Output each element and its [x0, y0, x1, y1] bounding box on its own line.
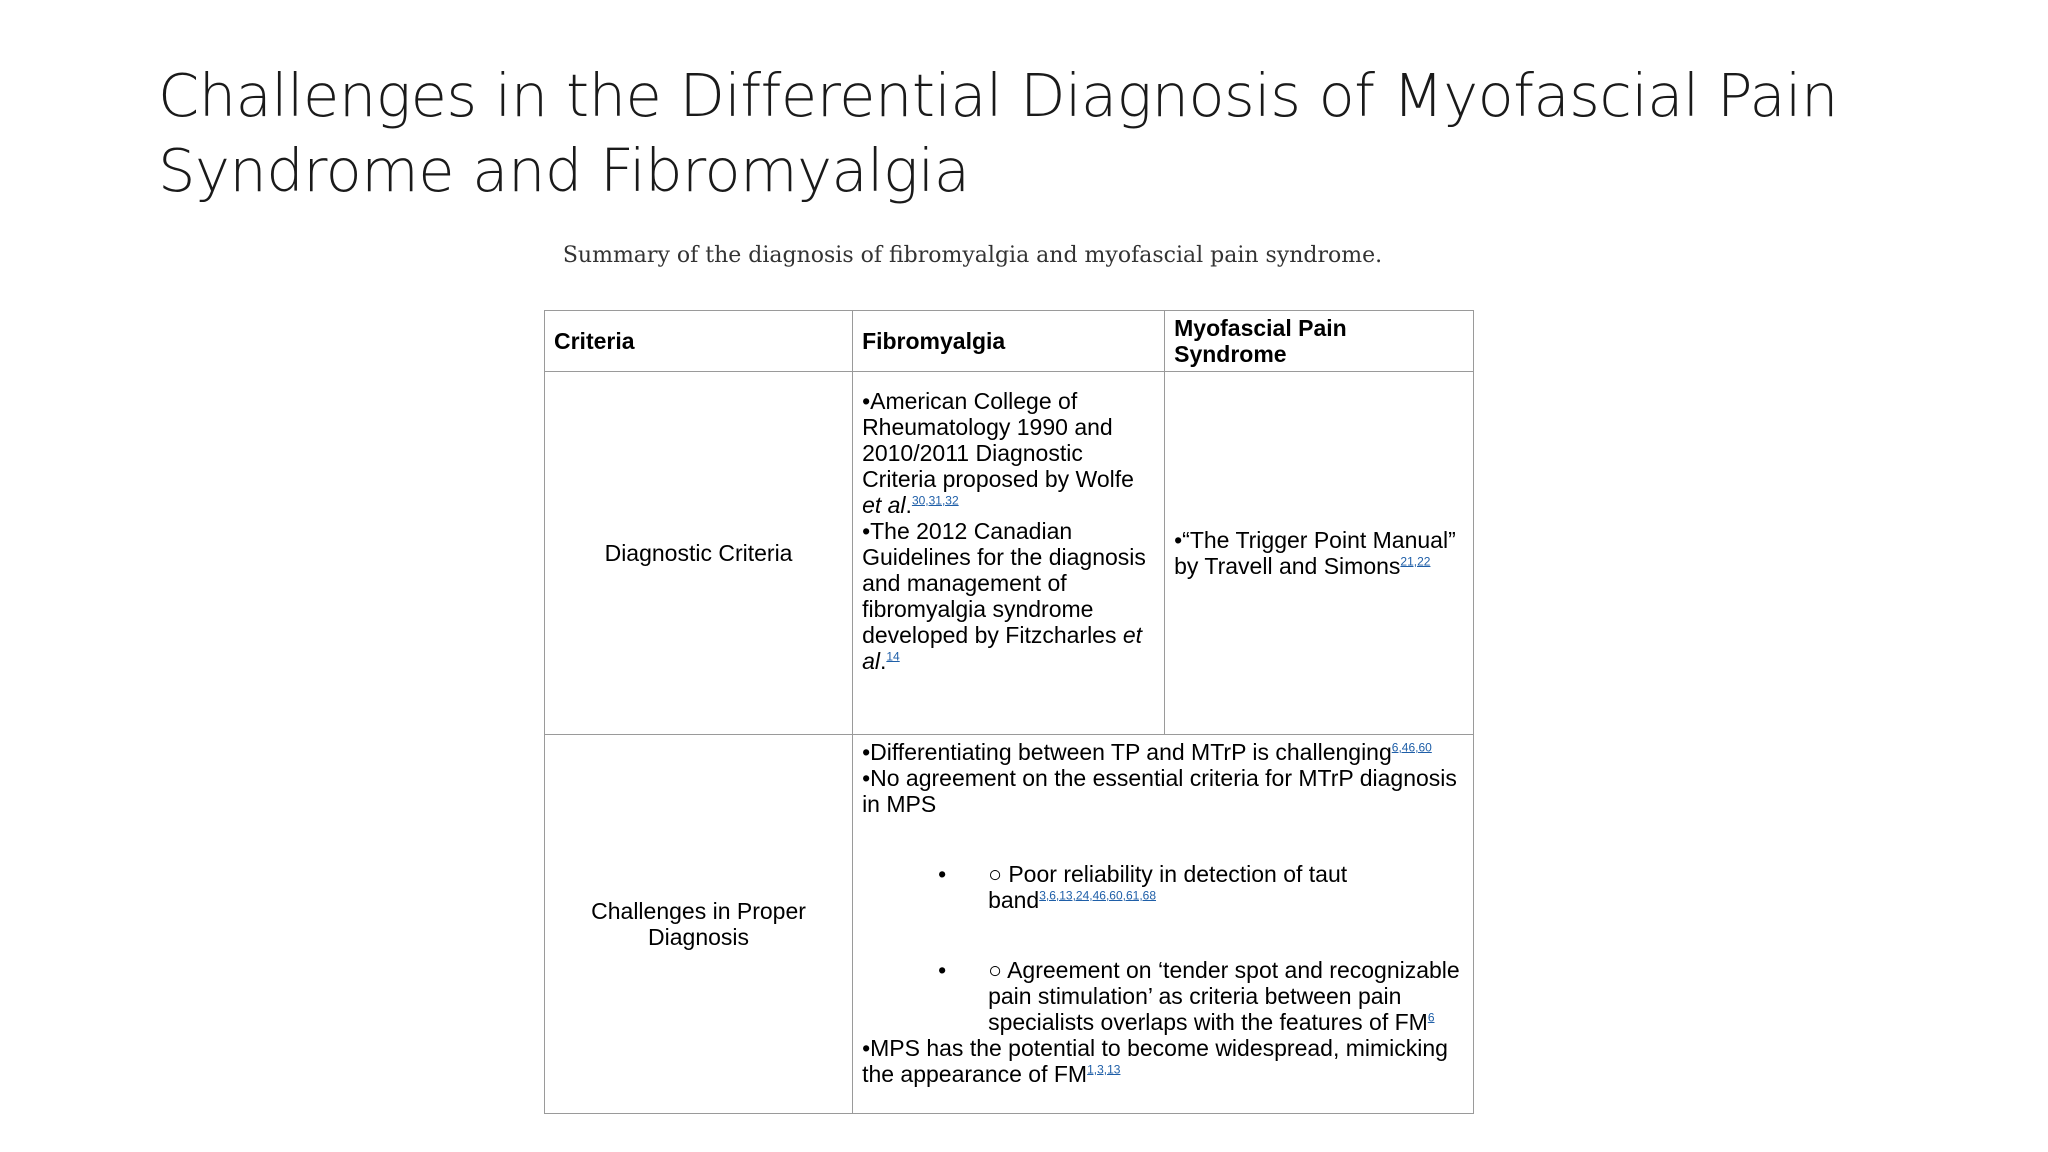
fm-criteria-item-canadian: •The 2012 Canadian Guidelines for the diagnosis and management of fibromyalgia syndrome developed by Fitzcharles et al.$^{14}$	[862, 518, 1146, 674]
reference-link[interactable]: 21,22	[1400, 554, 1431, 569]
diagnosis-summary-table	[544, 310, 1474, 1114]
reference-link[interactable]: 6	[1427, 1010, 1435, 1025]
row-label-diagnostic-criteria: Diagnostic Criteria	[545, 372, 853, 735]
reference-link[interactable]: 3,6,13,24,46,60,61,68	[1039, 888, 1157, 903]
reference-link[interactable]: 14	[886, 649, 900, 664]
bullet-icon: •	[938, 861, 947, 887]
reference-link[interactable]: 6,46,60	[1391, 740, 1432, 755]
challenge-line-no-agreement: •No agreement on the essential criteria for MTrP diagnosis in MPS	[862, 765, 1457, 817]
header-criteria: Criteria	[545, 311, 853, 372]
cell-mps-diagnostic-criteria: •“The Trigger Point Manual” by Travell and Simons$^{21,22}$	[1165, 372, 1474, 735]
header-fibromyalgia: Fibromyalgia	[853, 311, 1165, 372]
challenge-line-differentiating: •Differentiating between TP and MTrP is challenging$^{6,46,60}$	[862, 739, 1432, 765]
table-caption: Summary of the diagnosis of fibromyalgia and myofascial pain syndrome.	[562, 243, 1383, 268]
table-row-challenges	[545, 735, 1474, 1114]
cell-fm-diagnostic-criteria	[853, 372, 1165, 735]
slide-title: Challenges in the Differential Diagnosis of Myofascial Pain Syndrome and Fibromyalgia	[158, 61, 1838, 205]
row-label-challenges: Challenges in Proper Diagnosis	[545, 735, 853, 1114]
challenge-line-widespread: •MPS has the potential to become widespread, mimicking the appearance of FM$^{1,3,13}$	[862, 1035, 1448, 1087]
reference-link[interactable]: 1,3,13	[1087, 1062, 1121, 1077]
cell-challenges-content	[853, 735, 1474, 1114]
reference-link[interactable]: 30,31,32	[911, 493, 959, 508]
table-row-diagnostic-criteria	[545, 372, 1474, 735]
bullet-icon: •	[938, 957, 947, 983]
challenge-subitem-taut-band: • ○ Poor reliability in detection of taut band$^{3,6,13,24,46,60,61,68}$	[938, 861, 1348, 913]
fm-criteria-item-acr: •American College of Rheumatology 1990 and 2010/2011 Diagnostic Criteria proposed by Wolfe et al.$^{30,31,32}$	[862, 388, 1134, 518]
challenge-subitem-tender-spot: • ○ Agreement on ‘tender spot and recognizable pain stimulation’ as criteria between pain specialists overlaps with the features of FM$^6$	[938, 957, 1460, 1035]
table-header-row	[545, 311, 1474, 372]
header-mps: Myofascial Pain Syndrome	[1165, 311, 1474, 372]
